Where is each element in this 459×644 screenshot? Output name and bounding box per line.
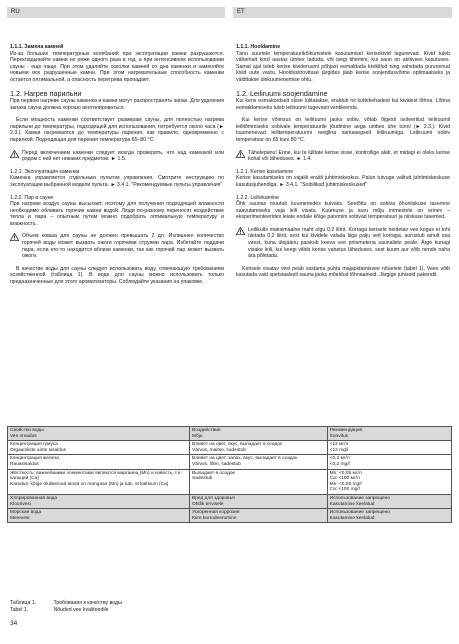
et-section-title-heater-use: 1.2.1. Kerise kasutamine [236,168,294,175]
et-section-title-steam: 1.2.2. Leilivkamine [236,194,279,201]
et-section-title-maintenance: 1.1.1. Hooldamine [236,44,281,50]
table-cell-line: Ускоренная коррозия [192,510,240,516]
table-header-cell-line: Свойство воды [10,428,44,433]
table-cell-line: Ohtlik tervisele [192,501,224,507]
ru-paragraph-heating-2: Если мощность каменки соответствует размерам сауны, для полностью нагрева парильни до температуры, подходящей для использования, потребуется около часа (► 2.3.). Камни нагреваются до температуры парения, как правило, одновременно с парилкой. Подходящая для парения температура 65–80 °C. [10,117,224,143]
table-cell-line: Värvus, maitse, sadestub [192,447,246,453]
ru-section-title-heater-operation: 1.2.1. Эксплуатация каменки [10,168,80,175]
table-row [8,494,452,508]
warning-icon [10,150,19,158]
et-paragraph-heater-use: Kerise kasutamiseks on vajalik eraldi juhtimiskeskus. Palun tutvuge valitud juhtimiskeskuse kasutusjuhendiga. ► 3.4.1. "Soibilikud juhtimiskeskused" [236,175,450,188]
table-caption-ru-text: Требования к качеству воды [53,600,122,606]
table-cell [8,455,190,469]
table-cell-line: Хлорированная вода [10,495,57,501]
language-label-et: ET [237,9,245,15]
table-header-cell-line: Рекомендация [329,428,363,433]
table-cell-line: Концентрация железа [10,456,59,462]
warning-icon [236,150,245,158]
table-caption-et [10,607,109,613]
ru-paragraph-heater-operation: Каменка управляется отдельным пультом управления. Смотрите инструкцию по эксплуатации выбранной модели пульта. ► 3.4.1. "Рекомендуемые пульты управления" [10,175,224,188]
table-cell-line: Mn: <0,05 mg/l [329,481,362,487]
table-cell-line: Выпадает в осадок [192,470,235,476]
ru-paragraph-stone-replacement: Из-за больших температурных колебаний при эксплуатации камни разрушаются. Перекладывайте камни не реже одного раза в год, а при интенсивном использовании сауны - еще чаще. При этом удаляйте осколки камней со дна каменки и заменяйте новыми все разрушенные камни. При этом нагревательные способность каменки остается оптимальной, а опасность перегрева пропадает. [10,50,224,83]
column-russian [10,44,224,292]
table-cell [327,469,451,494]
table-cell-line: Kiire korrodeerumine [192,515,237,521]
water-quality-table [7,426,452,523]
language-label-ru: RU [11,9,20,15]
table-cell-line: Использование запрещено [329,495,390,501]
table-cell-line: Вред для здоровья [192,495,235,501]
table-row [8,455,452,469]
column-estonian [236,44,450,285]
table-row [8,469,452,494]
ru-paragraph-steam-1: При нагреве воздух сауны высыхает, поэтому для получения подходящей влажности необходимо обливать горячие камни водой. Люди по-разному переносят воздействие тепла и пара – опытным путем можно подобрать оптимальную температуру и влажность. [10,201,224,227]
table-header-row [8,427,452,441]
table-cell-line: Orgaaniliste ainte sisaldus [10,447,66,453]
ru-section-title-stone-replacement: 1.1.1. Замена камней [10,44,64,50]
table-cell [327,441,451,455]
table-caption-ru-label: Таблица 1. [10,600,37,606]
et-warning-steam-text: Leilikulbi maksimaalne maht olgu 0,2 liitrit. Korraga kerisele heidetav vee kogus ei tohi ületada 0,2 liitrit, sest kui kividele valada liiga palju vett korraga, aurustub ainult osa veest, kuna ülejäänu paiskub keeva vee pritsmetena saunaliste peale. Ärge kunagi visake leili, kui keegi viibib kerise vahetus läheduses, sest kuum aur võib nende naha ära põletada. [248,226,450,260]
table-caption-et-label: Tabel 1. [10,607,29,613]
table-header-cell [327,427,451,441]
table-cell-line: Mn: <0,05 мг/л [329,470,362,476]
table-header-cell-line: Mõju [192,433,203,439]
table-caption-et-text: Nõuded vee kvaliteedile [53,607,109,613]
table-cell [190,469,328,494]
table-header-cell [190,427,328,441]
table-cell-line: Влияет на цвет, запах, вкус, выпадает в осадок [192,456,298,462]
table-cell [190,455,328,469]
table-header-cell-line: Soovitus [329,433,349,439]
table-cell [8,469,190,494]
table-cell-line: Rauasisaldus [10,461,39,467]
table-cell-line: Kasutamine keelatud [329,515,375,521]
table-header-cell-line: Воздействие [192,428,221,433]
table-cell-line: <12 mg/l [329,447,349,453]
et-warning-steam [236,227,450,260]
table-caption-ru [10,600,122,606]
table-row [8,441,452,455]
table-cell-line: Värvus, lõhn, sadestub [192,461,241,467]
table-cell [8,494,190,508]
et-section-title-heating: 1.2. Leiliruumi soojendamine [236,88,328,98]
table-cell-line: Влияет на цвет, вкус, выпадает в осадок [192,442,283,448]
ru-paragraph-steam-2: В качестве воды для сауны следует использовать воду, отвечающую требованиям хозяйственной (таблица 1). В воде для сауны можно использовать только предназначенные для этого ароматизаторы. Соблюдайте указания на упаковке. [10,265,224,286]
table-cell-line: Ca: <100 mg/l [329,487,360,493]
table-cell [190,509,328,523]
et-warning-heating [236,150,450,163]
table-cell-line: Концентрация гумуса [10,442,58,448]
et-paragraph-steam-2: Kerisele visatav vesi peab vastama puhta majapidamisvee nõuetele (tabel 1). Vees võib kasutada vaid spetsiaalselt sauna jaoks mõeldud lõhnaaineid. Järgige juhiseid pakendil. [236,265,450,279]
ru-warning-heating-text: Перед включением каменки следует всегда проверить, что над каменкой или рядом с ней нет никаких предметов. ► 1.5. [22,149,224,163]
table-cell [327,455,451,469]
table-cell [190,494,328,508]
table-cell [327,509,451,523]
table-cell [190,441,328,455]
table-cell-line: Sadestub [192,476,213,482]
table-cell-line: Использование запрещено [329,510,390,516]
ru-warning-steam-text: Объем ковша для сауны не должен превышать 2 дл. Излишнее количество горячей воды может вызвать ожоги горячими струями пара. Избегайте поддачи пара, если кто-то находится вблизи каменки, так как горячий пар может вызвать ожоги. [22,233,224,260]
language-header-ru [7,7,225,18]
table-cell-line: Ca: <100 мг/л [329,476,360,482]
ru-warning-heating [10,150,224,163]
table-cell-line: Kasutamine keelatud [329,501,375,507]
page-number: 34 [10,620,18,627]
table-cell [8,441,190,455]
et-paragraph-heating-2: Kui kerise võimsus on leiliruumi jaoks sobiv, võtab õigesti isoleeritud leiliruumil leilitõmmiseks sobivale temperatuurile jõudmine aega umbes ühe tunni (► 2.3.). Kivid kuumenevad leilitemperatuurini reeglina samaaegselt leiliruumiga. Leiliruumi sobiv temperatuur on 65 kuni 80 °C. [236,117,450,143]
table-cell-line: Kloorivesi [10,501,31,507]
table-cell-line: <0,2 mg/l [329,461,350,467]
table-cell [327,494,451,508]
ru-section-title-heating: 1.2. Нагрев парильни [10,88,82,98]
table-cell-line: Karedus: kõige olulisemad ained on mangaan (Mn) ja lubi, st kaltsium (Ca) [10,481,169,487]
warning-icon [10,233,19,241]
et-paragraph-steam-1: Õhk saunas muutub kuumenedes kuivaks. Seetõttu on sobiva õhuniiskuse tasemne saavutamiseks vaja leili visata. Kuumuse ja auru mõju inimestele on erinev – eksperimenteerides leiate endale kõige paremini sobivad temperatuuri ja niiskuse tasemed. [236,201,450,221]
table-header-cell-line: Vee omadus [10,433,37,439]
language-header-et [233,7,452,18]
table-cell-line: <0,2 мг/л [329,456,350,462]
ru-warning-steam [10,233,224,259]
table-cell [8,509,190,523]
et-paragraph-heating-1: Kui keris esmakordselt sisse lülitatakse, eraldub nii küttekehadest kui kividest lõhna. Lõhna eemaldamiseks tuleb leiliruumi tugevasti ventileerida. [236,97,450,111]
ru-section-title-steam: 1.2.2. Пар в сауне [10,194,54,201]
table-cell-line: Жёсткость: важнейшими элементами являются марганец (Mn) и известь, т.е. кальций (Ca) [10,470,182,482]
warning-icon [236,227,245,235]
table-cell-line: Морская вода [10,510,42,516]
et-warning-heating-text: Tähelepanu! Enne, kui te lülitate kerise sisse, kontrollige alati, et midagi ei oleks kerise kohal või läheduses. ► 1.4. [248,149,450,163]
table-cell-line: <12 мг/л [329,442,349,448]
table-header-cell [8,427,190,441]
et-paragraph-maintenance: Tänu suurtele temperatuurikõikumistele kasutamisel kerisekivid lagunevad. Kivid tuleb vähemalt kord aastas ümber laduda, või isegi tihemini, kui saun on aktiivses kasutuses. Samal ajal tuleb kerise kivideruumi põhjast eemaldada kivikillud ning vahetada purunenud kivid uute vastu. Hooldustoovituse järgides jääb kerise soojendusvõime optimaalseks ja välditakse ülekuumenemise ohtu. [236,50,450,83]
table-row [8,509,452,523]
ru-paragraph-heating-1: При первом нагреве сауны каменка и камни могут распространять запах. Для удаления запаха сауна должна хорошо вентилироваться. [10,97,224,111]
table-cell-line: Merevesi [10,515,30,521]
